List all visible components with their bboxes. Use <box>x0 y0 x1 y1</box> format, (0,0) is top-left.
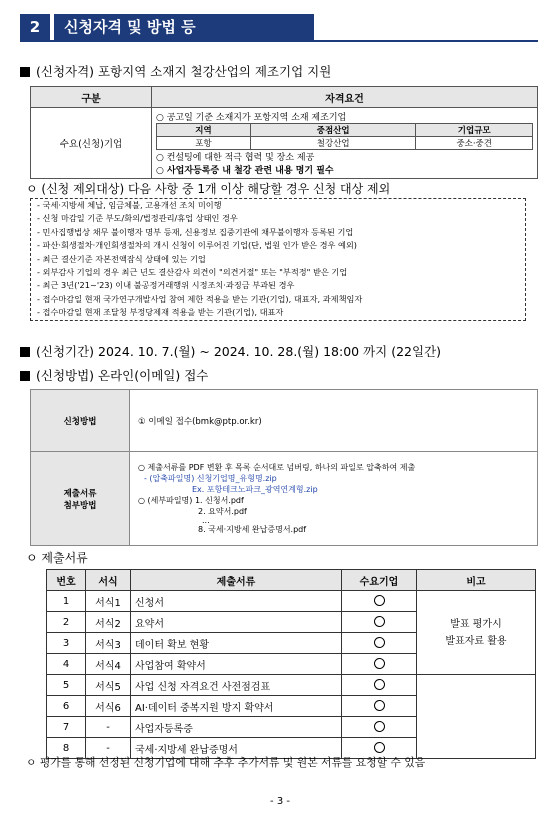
attach-line: 2. 요약서.pdf <box>198 507 247 516</box>
exclusion-item: - 신청 마감일 기준 부도/화의/법정관리/휴업 상태인 경우 <box>37 213 238 224</box>
doc-no: 8 <box>47 738 86 759</box>
section-number: 2 <box>20 14 50 40</box>
doc-check <box>342 633 417 654</box>
exclusion-item: - 최근 3년('21~'23) 이내 불공정거래행위 시정조치·과징금 부과된 경우 <box>37 280 295 291</box>
doc-check <box>342 675 417 696</box>
exclusion-item: - 접수마감일 현재 국가연구개발사업 참여 제한 적용을 받는 기관(기업), 대표자, 과제책임자 <box>37 293 363 304</box>
doc-no: 3 <box>47 633 86 654</box>
doc-name: 사업 신청 자격요건 사전점검표 <box>131 675 342 696</box>
attach-line: 8. 국세·지방세 완납증명서.pdf <box>198 525 307 534</box>
doc-no: 4 <box>47 654 86 675</box>
attach-line: ○ 제출서류를 PDF 변환 후 목록 순서대로 넘버링, 하나의 파일로 압축하여 제출 <box>138 463 416 472</box>
row-label: 수요(신청)기업 <box>31 108 152 179</box>
square-bullet-icon <box>20 67 30 77</box>
col-category: 구분 <box>31 87 152 108</box>
exclusion-item: - 최근 결산기준 자본전액잠식 상태에 있는 기업 <box>37 253 206 264</box>
attach-line: ... <box>202 516 210 525</box>
circle-mark-icon <box>374 595 385 606</box>
attach-cell <box>130 452 538 546</box>
section-period <box>20 342 441 360</box>
doc-form: - <box>86 738 131 759</box>
exclusion-title: ㅇ (신청 제외대상) 다음 사항 중 1개 이상 해당할 경우 신청 대상 제외 <box>26 182 391 196</box>
circle-mark-icon <box>374 700 385 711</box>
doc-no: 6 <box>47 696 86 717</box>
section-method <box>20 366 208 384</box>
doc-name: AI·데이터 중복지원 방지 확약서 <box>131 696 342 717</box>
eligibility-title: (신청자격) 포항지역 소재지 철강산업의 제조기업 지원 <box>36 64 332 79</box>
attach-label-1: 제출서류 <box>63 488 97 499</box>
doc-note-2: 발표자료 활용 <box>445 635 507 647</box>
attach-label <box>31 452 130 546</box>
doc-form: 서식5 <box>86 675 131 696</box>
doc-name: 사업자등록증 <box>131 717 342 738</box>
doc-name: 신청서 <box>131 591 342 612</box>
doc-name: 요약서 <box>131 612 342 633</box>
doc-form: 서식4 <box>86 654 131 675</box>
doc-h-demand: 수요기업 <box>342 570 417 591</box>
period-title: (신청기간) 2024. 10. 7.(월) ~ 2024. 10. 28.(월) 18:00 까지 (22일간) <box>36 344 442 359</box>
inner-v-industry: 철강산업 <box>251 137 416 150</box>
circle-mark-icon <box>374 721 385 732</box>
req-line-2: ○ 컨설팅에 대한 적극 협력 및 장소 제공 <box>156 153 315 163</box>
circle-mark-icon <box>374 616 385 627</box>
doc-form: 서식2 <box>86 612 131 633</box>
doc-form: - <box>86 717 131 738</box>
requirements-cell <box>152 108 538 179</box>
section-title: 신청자격 및 방법 등 <box>54 14 314 40</box>
doc-check <box>342 654 417 675</box>
doc-h-doc: 제출서류 <box>131 570 342 591</box>
doc-no: 2 <box>47 612 86 633</box>
eligibility-table <box>30 86 538 179</box>
method-table <box>30 389 538 546</box>
attach-line: ○ (세부파일명) 1. 신청서.pdf <box>138 496 244 505</box>
doc-check <box>342 717 417 738</box>
req-line-3: ○ 사업자등록증 내 철강 관련 내용 명기 필수 <box>156 166 334 176</box>
footer-note: ㅇ 평가를 통해 선정된 신청기업에 대해 추후 추가서류 및 원본 서류를 요청할 수 있음 <box>26 756 426 769</box>
section-eligibility <box>20 62 331 80</box>
circle-mark-icon <box>374 637 385 648</box>
exclusion-item: - 국세·지방세 체납, 임금체불, 고용개선 조치 미이행 <box>37 200 222 210</box>
doc-h-form: 서식 <box>86 570 131 591</box>
doc-check <box>342 696 417 717</box>
doc-note <box>417 591 536 675</box>
doc-name: 데이터 확보 현황 <box>131 633 342 654</box>
doc-no: 7 <box>47 717 86 738</box>
circle-mark-icon <box>374 679 385 690</box>
exclusion-box <box>30 198 526 321</box>
doc-name: 사업참여 확약서 <box>131 654 342 675</box>
exclusion-item: - 민사집행법상 채무 불이행자 명부 등재, 신용정보 집중기관에 채무불이행자 등록된 기업 <box>37 226 354 237</box>
doc-no: 5 <box>47 675 86 696</box>
inner-v-size: 중소·중견 <box>416 137 533 150</box>
page-number: - 3 - <box>270 796 290 807</box>
exclusion-item: - 외부감사 기업의 경우 최근 년도 결산감사 의견이 "의견거절" 또는 "부적정" 받은 기업 <box>37 267 348 278</box>
inner-table <box>156 123 533 150</box>
square-bullet-icon <box>20 371 30 381</box>
inner-h-region: 지역 <box>157 124 251 137</box>
req-line-1: ○ 공고일 기준 소재지가 포항지역 소재 제조기업 <box>156 113 347 123</box>
table-row <box>47 591 536 612</box>
documents-title: ㅇ 제출서류 <box>26 551 88 565</box>
attach-label-2: 첨부방법 <box>63 500 97 511</box>
exclusion-item: - 접수마감일 현재 조달청 부정당제재 적용을 받는 기관(기업), 대표자 <box>37 307 284 318</box>
doc-name: 국세·지방세 완납증명서 <box>131 738 342 759</box>
square-bullet-icon <box>20 347 30 357</box>
doc-form: 서식1 <box>86 591 131 612</box>
method-title: (신청방법) 온라인(이메일) 접수 <box>36 368 209 383</box>
circle-mark-icon <box>374 658 385 669</box>
exclusion-item: - 파산·회생절차·개인회생절차의 개시 신청이 이루어진 기업(단, 법원 인가 받은 경우 예외) <box>37 240 357 251</box>
doc-h-note: 비고 <box>417 570 536 591</box>
doc-no: 1 <box>47 591 86 612</box>
header-rule <box>20 40 538 42</box>
doc-check <box>342 612 417 633</box>
method-value: ① 이메일 접수(bmk@ptp.or.kr) <box>130 390 538 452</box>
inner-h-size: 기업규모 <box>416 124 533 137</box>
table-row <box>47 675 536 696</box>
section-header <box>20 14 538 40</box>
doc-note-1: 발표 평가시 <box>450 618 502 630</box>
doc-h-no: 번호 <box>47 570 86 591</box>
inner-v-region: 포항 <box>157 137 251 150</box>
attach-line: - (압축파일명) 신청기업명_유형명.zip <box>144 474 277 483</box>
documents-table <box>46 569 536 759</box>
col-requirements: 자격요건 <box>152 87 538 108</box>
inner-h-industry: 중점산업 <box>251 124 416 137</box>
method-label: 신청방법 <box>31 390 130 452</box>
doc-form: 서식3 <box>86 633 131 654</box>
doc-form: 서식6 <box>86 696 131 717</box>
attach-line: Ex. 포항테크노파크_광역연계형.zip <box>192 485 318 494</box>
doc-note-empty <box>417 675 536 759</box>
circle-mark-icon <box>374 742 385 753</box>
doc-check <box>342 591 417 612</box>
